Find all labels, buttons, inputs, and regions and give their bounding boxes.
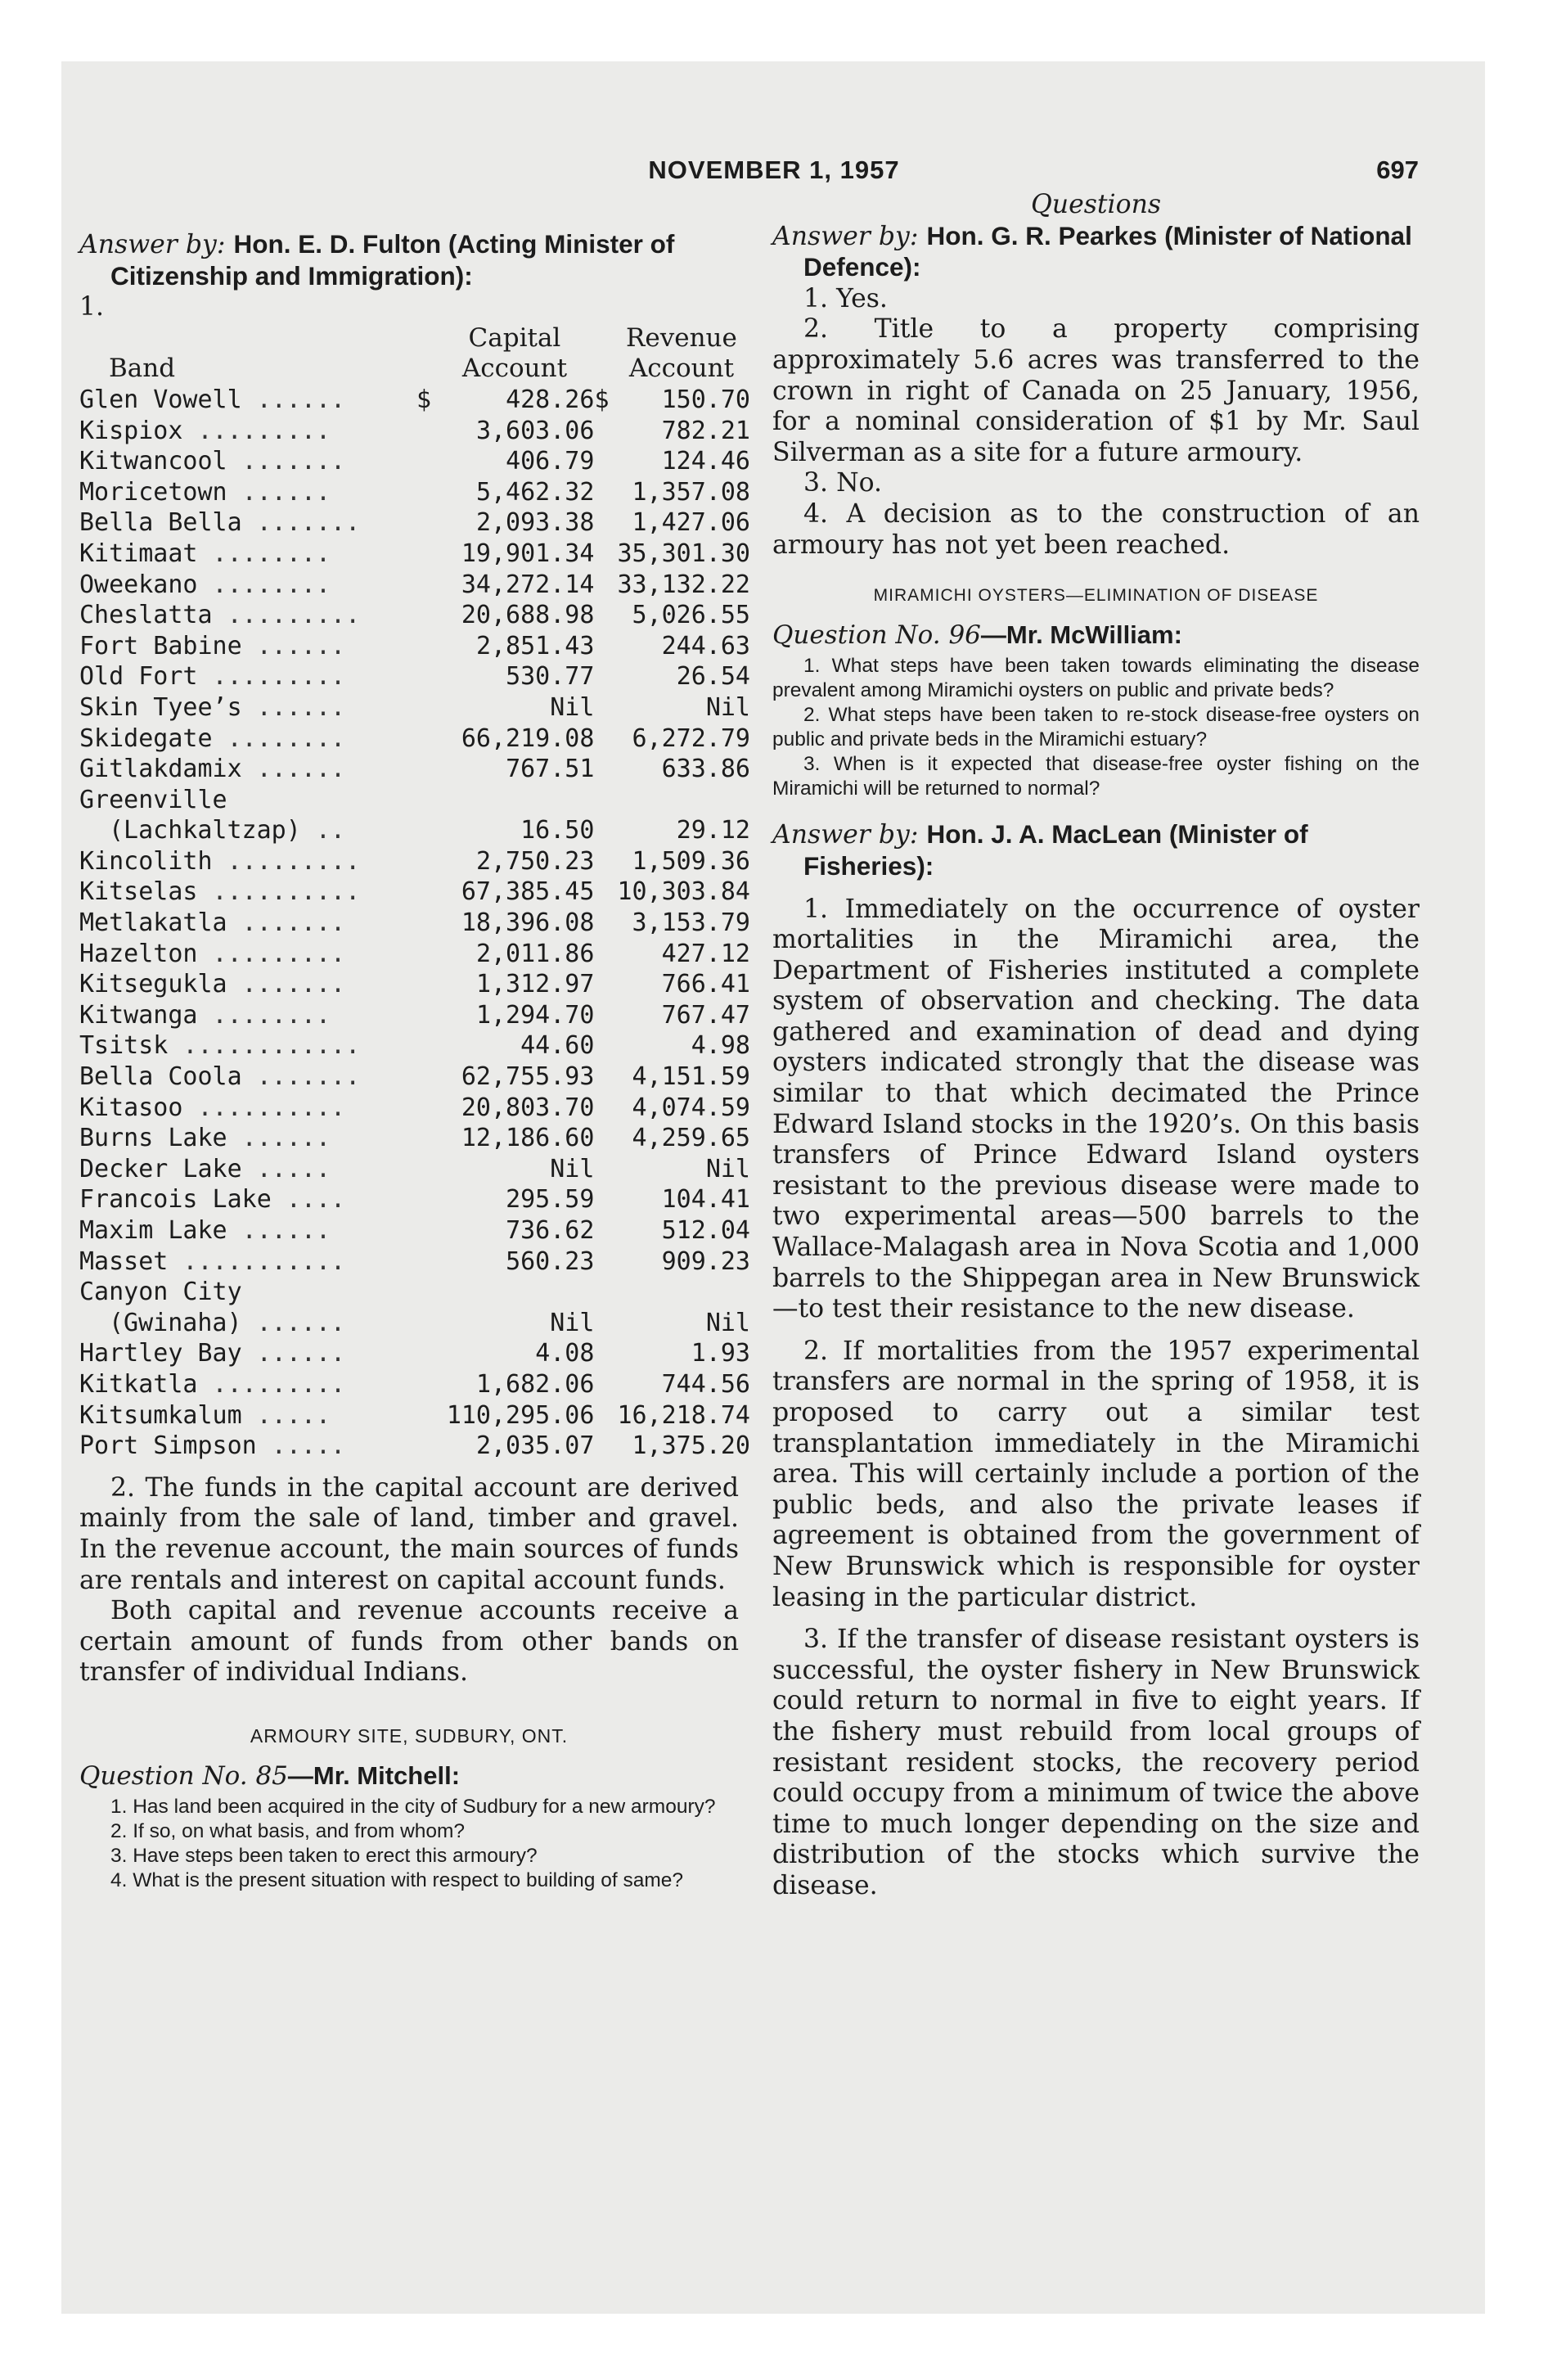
col-revenue-1: Revenue (626, 322, 737, 353)
band-name: Maxim Lake (79, 1216, 227, 1245)
answer-item: 1. Yes. (803, 283, 888, 313)
leader-dots: ...... (241, 1308, 345, 1337)
band-name: Kitsumkalum (79, 1400, 242, 1430)
table-row (79, 939, 750, 970)
leader-dots: ...... (241, 631, 346, 660)
revenue-dollar: $ (594, 385, 610, 414)
band-name: Kitasoo (79, 1093, 183, 1122)
band-name: Old Fort (79, 662, 198, 692)
revenue-value: Nil (705, 692, 750, 722)
revenue-value: 782.21 (661, 416, 750, 445)
leader-dots: ........ (197, 539, 331, 568)
capital-value: 67,385.45 (461, 877, 595, 907)
capital-value: 560.23 (506, 1246, 595, 1276)
band-name: Bella Bella (79, 508, 242, 538)
band-name: Bella Coola (79, 1062, 242, 1092)
capital-value: 1,294.70 (475, 1000, 595, 1030)
revenue-value: 35,301.30 (617, 539, 750, 568)
band-name: Burns Lake (79, 1124, 227, 1153)
leader-dots: ......... (197, 662, 346, 692)
table-row (79, 1215, 750, 1246)
capital-value: 1,682.06 (475, 1369, 595, 1399)
band-name: Canyon City (79, 1278, 242, 1307)
table-row (79, 908, 750, 939)
revenue-value: 1.93 (691, 1339, 750, 1368)
capital-value: 34,272.14 (461, 570, 595, 599)
leader-dots: ...... (227, 1124, 331, 1153)
revenue-value: 3,153.79 (632, 908, 750, 938)
question-item: 2. If so, on what basis, and from whom? (110, 1820, 466, 1843)
leader-dots: ....... (227, 970, 346, 999)
band-name: Kitwancool (79, 447, 227, 476)
leader-dots: ...... (227, 1216, 331, 1245)
armoury-heading: ARMOURY SITE, SUDBURY, ONT. (250, 1724, 569, 1747)
band-name: Kitselas (79, 877, 198, 907)
capital-value: 20,803.70 (461, 1093, 595, 1122)
capital-value: 428.26 (506, 385, 595, 414)
question-item: 2. What steps have been taken to re-stock disease-free oysters on public and private beds in the Miramichi estuary? (772, 704, 1420, 751)
revenue-value: 1,357.08 (632, 477, 750, 507)
leader-dots: ....... (241, 508, 361, 538)
capital-value: 2,035.07 (475, 1431, 595, 1461)
band-name: Moricetown (79, 477, 227, 507)
leader-dots: ......... (212, 601, 361, 630)
band-name: Kispiox (79, 416, 183, 445)
leader-dots: ......... (197, 939, 346, 968)
leader-dots: ...... (241, 1339, 346, 1368)
table-row (79, 600, 750, 631)
band-name: Hazelton (79, 939, 198, 968)
table-row (79, 570, 750, 601)
table-row (79, 1000, 750, 1031)
table-row (79, 539, 750, 570)
question-item: 3. When is it expected that disease-free oyster fishing on the Miramichi will be returned to normal? (772, 753, 1420, 800)
table-row (79, 661, 750, 692)
revenue-value: 124.46 (661, 447, 750, 476)
capital-value: 5,462.32 (475, 477, 595, 507)
table-row (79, 1369, 750, 1400)
leader-dots: ....... (227, 908, 346, 938)
revenue-value: 5,026.55 (632, 601, 750, 630)
revenue-value: 767.47 (661, 1000, 750, 1030)
capital-value: 44.60 (520, 1031, 595, 1061)
revenue-value: 1,375.20 (632, 1431, 750, 1461)
table-row (79, 1093, 750, 1124)
table-row (79, 1308, 750, 1339)
leader-dots: ...... (241, 385, 346, 414)
table-row (79, 1062, 750, 1093)
revenue-value: 1,509.36 (632, 846, 750, 876)
table-header-row (79, 323, 750, 354)
revenue-value: 29.12 (676, 816, 750, 845)
table-row (79, 1184, 750, 1215)
table-row (79, 385, 750, 416)
table-row (79, 631, 750, 662)
band-name: Cheslatta (79, 601, 213, 630)
revenue-value: 744.56 (661, 1369, 750, 1399)
leader-dots: ..... (241, 1154, 331, 1183)
table-row (79, 1431, 750, 1462)
revenue-value: Nil (705, 1154, 750, 1183)
revenue-value: 4,259.65 (632, 1124, 750, 1153)
revenue-value: 244.63 (661, 631, 750, 660)
revenue-value: 104.41 (661, 1185, 750, 1215)
band-name: Kincolith (79, 846, 213, 876)
band-name: Kitkatla (79, 1369, 198, 1399)
leader-dots: ....... (241, 1062, 361, 1092)
answer-name: Hon. E. D. Fulton (Acting Minister of Citizenship and Immigration): (110, 229, 675, 291)
table-row (79, 1123, 750, 1154)
revenue-value: 33,132.22 (617, 570, 750, 599)
band-name: Kitimaat (79, 539, 198, 568)
band-name: Port Simpson (79, 1431, 257, 1461)
table-row (79, 477, 750, 508)
leader-dots: ............ (168, 1031, 361, 1061)
revenue-value: 4.98 (691, 1031, 750, 1061)
answer-item: 3. No. (803, 468, 883, 498)
oyster-heading: MIRAMICHI OYSTERS—ELIMINATION OF DISEASE (873, 586, 1319, 606)
answer-prefix: Answer by: (772, 221, 919, 251)
question-label: Question No. 96 (772, 620, 981, 650)
leader-dots: ......... (182, 416, 331, 445)
revenue-value: 26.54 (676, 662, 750, 692)
capital-value: 406.79 (506, 447, 595, 476)
section-label: Questions (1030, 190, 1162, 219)
capital-value: 110,295.06 (446, 1400, 595, 1430)
table-row (79, 1338, 750, 1369)
leader-dots: .... (271, 1185, 346, 1215)
question-asker: —Mr. Mitchell: (287, 1760, 461, 1790)
leader-dots: ...... (227, 477, 331, 507)
band-name: Gitlakdamix (79, 755, 242, 784)
capital-value: 736.62 (506, 1216, 595, 1245)
leader-dots: ......... (197, 1369, 346, 1399)
answer-pearkes (772, 221, 1420, 284)
capital-value: 2,851.43 (475, 631, 595, 660)
fisheries-answer-1: 1. Immediately on the occurrence of oyster mortalities in the Miramichi area, the Department of Fisheries instituted a complete system of observation and checking. The data gathered and examination of dead and dying oysters indicated strongly that the disease was similar to that which decimated the Prince Edward Island stocks in the 1920’s. On this basis transfers of Prince Edward Island oysters resistant to the previous disease were made to two experimental areas—500 barrels to the Wallace-Malagash area in Nova Scotia and 1,000 barrels to the Shippegan area in New Brunswick—to test their resistance to the new disease. (772, 894, 1420, 1324)
leader-dots: .. (300, 816, 345, 845)
para-transfers: Both capital and revenue accounts receive a certain amount of funds from other bands on transfer of individual Indians. (79, 1596, 739, 1688)
revenue-value: 512.04 (661, 1216, 750, 1245)
leader-dots: ...... (241, 755, 346, 784)
capital-value: 2,011.86 (475, 939, 595, 968)
answer-name: Hon. J. A. MacLean (Minister of Fisheries): (803, 819, 1308, 881)
revenue-value: Nil (705, 1308, 750, 1337)
capital-value: 3,603.06 (475, 416, 595, 445)
question-label: Question No. 85 (79, 1760, 288, 1791)
revenue-value: 766.41 (661, 970, 750, 999)
band-accounts-table (79, 323, 750, 1462)
band-name: Skidegate (79, 723, 213, 753)
question-96-items (772, 654, 1420, 801)
leader-dots: .......... (197, 877, 361, 907)
revenue-value: 16,218.74 (617, 1400, 750, 1430)
col-band: Band (109, 354, 176, 384)
band-name: Kitwanga (79, 1000, 198, 1030)
fisheries-answer-3: 3. If the transfer of disease resistant oysters is successful, the oyster fishery in New Brunswick could return to normal in five to eight years. If the fishery must rebuild from local groups of resistant resident stocks, the recovery period could occupy from a minimum of twice the above time to much longer depending on the size and distribution of the stocks which survive the disease. (772, 1625, 1420, 1900)
table-row (79, 416, 750, 447)
revenue-value: 6,272.79 (632, 723, 750, 753)
leader-dots: ...... (241, 692, 346, 722)
table-row (79, 723, 750, 755)
capital-value: 1,312.97 (475, 970, 595, 999)
col-capital-1: Capital (468, 322, 561, 353)
revenue-value: 909.23 (661, 1246, 750, 1276)
capital-value: 16.50 (520, 816, 595, 845)
leader-dots: ......... (212, 846, 361, 876)
question-item: 1. Has land been acquired in the city of Sudbury for a new armoury? (110, 1796, 716, 1819)
page-date: NOVEMBER 1, 1957 (648, 156, 900, 184)
capital-value: 2,093.38 (475, 508, 595, 538)
capital-dollar: $ (416, 385, 432, 414)
table-row (79, 1246, 750, 1278)
question-item: 4. What is the present situation with respect to building of same? (110, 1869, 683, 1892)
col-revenue-2: Account (628, 354, 735, 384)
capital-value: 4.08 (535, 1339, 595, 1368)
question-item: 3. Have steps been taken to erect this armoury? (110, 1845, 538, 1868)
answer-maclean (772, 819, 1420, 882)
band-name: Francois Lake (79, 1185, 272, 1215)
left-column (79, 229, 750, 1893)
table-row (79, 846, 750, 877)
revenue-value: 427.12 (661, 939, 750, 968)
answer-item: 4. A decision as to the construction of an armoury has not yet been reached. (772, 498, 1420, 560)
table-row (79, 969, 750, 1000)
table-row (79, 785, 750, 816)
capital-value: 295.59 (506, 1185, 595, 1215)
capital-value: 20,688.98 (461, 601, 595, 630)
band-name: (Gwinaha) (109, 1308, 242, 1337)
leader-dots: ........ (197, 1000, 331, 1030)
band-name: Greenville (79, 785, 227, 814)
question-85 (79, 1760, 739, 1792)
band-name: Fort Babine (79, 631, 242, 660)
table-row (79, 1030, 750, 1062)
table-row (79, 754, 750, 785)
table-header-row (79, 354, 750, 385)
revenue-value: 4,151.59 (632, 1062, 750, 1092)
table-row (79, 815, 750, 846)
capital-value: Nil (550, 1308, 595, 1337)
capital-value: 12,186.60 (461, 1124, 595, 1153)
leader-dots: ........... (168, 1246, 346, 1276)
table-row (79, 692, 750, 723)
table-row (79, 1400, 750, 1431)
table-row (79, 877, 750, 908)
right-column (772, 190, 1420, 1902)
answer-name: Hon. G. R. Pearkes (Minister of National Defence): (803, 220, 1412, 282)
capital-value: 2,750.23 (475, 846, 595, 876)
leader-dots: ........ (197, 570, 331, 599)
col-capital-2: Account (461, 354, 568, 384)
table-row (79, 1154, 750, 1185)
leader-dots: ........ (212, 723, 346, 753)
answer-prefix: Answer by: (79, 230, 226, 259)
revenue-value: 1,427.06 (632, 508, 750, 538)
leader-dots: ....... (227, 447, 346, 476)
table-row (79, 446, 750, 477)
band-name: Metlakatla (79, 908, 227, 938)
question-85-items (79, 1795, 739, 1893)
capital-value: 767.51 (506, 755, 595, 784)
band-name: Hartley Bay (79, 1339, 242, 1368)
capital-value: 530.77 (506, 662, 595, 692)
table-row (79, 1277, 750, 1308)
capital-value: Nil (550, 692, 595, 722)
capital-value: 19,901.34 (461, 539, 595, 568)
revenue-value: 633.86 (661, 755, 750, 784)
table-row (79, 507, 750, 539)
band-name: Oweekano (79, 570, 198, 599)
para-funds: 2. The funds in the capital account are derived mainly from the sale of land, timber and gravel. In the revenue account, the main sources of funds are rentals and interest on capital account funds. (79, 1472, 739, 1595)
band-name: (Lachkaltzap) (109, 816, 301, 845)
item-number: 1. (79, 292, 105, 322)
revenue-value: 10,303.84 (617, 877, 750, 907)
revenue-value: 4,074.59 (632, 1093, 750, 1122)
page-number: 697 (1376, 156, 1419, 184)
answer-prefix: Answer by: (772, 820, 919, 850)
capital-value: 66,219.08 (461, 723, 595, 753)
answer-item: 2. Title to a property comprising approximately 5.6 acres was transferred to the crown in right of Canada on 25 January, 1956, for a nominal consideration of $1 by Mr. Saul Silverman as a site for a future armoury. (772, 314, 1420, 467)
capital-value: 18,396.08 (461, 908, 595, 938)
leader-dots: .......... (182, 1093, 346, 1122)
leader-dots: ..... (256, 1431, 346, 1461)
leader-dots: ..... (241, 1400, 331, 1430)
band-name: Glen Vowell (79, 385, 242, 414)
question-item: 1. What steps have been taken towards eliminating the disease prevalent among Miramichi oysters on public and private beds? (772, 655, 1420, 702)
capital-value: Nil (550, 1154, 595, 1183)
answer-fulton (79, 229, 739, 292)
band-name: Skin Tyee’s (79, 692, 242, 722)
fisheries-answer-2: 2. If mortalities from the 1957 experimental transfers are normal in the spring of 1958, it is proposed to carry out a similar test transplantation immediately in the Miramichi area. This will certainly include a portion of the public beds, and also the private leases if agreement is obtained from the government of New Brunswick which is responsible for oyster leasing in the particular district. (772, 1336, 1420, 1612)
band-name: Masset (79, 1246, 169, 1276)
question-96 (772, 620, 1420, 651)
question-asker: —Mr. McWilliam: (980, 620, 1182, 649)
band-name: Decker Lake (79, 1154, 242, 1183)
band-name: Kitsegukla (79, 970, 227, 999)
band-name: Tsitsk (79, 1031, 169, 1061)
revenue-value: 150.70 (661, 385, 750, 414)
capital-value: 62,755.93 (461, 1062, 595, 1092)
